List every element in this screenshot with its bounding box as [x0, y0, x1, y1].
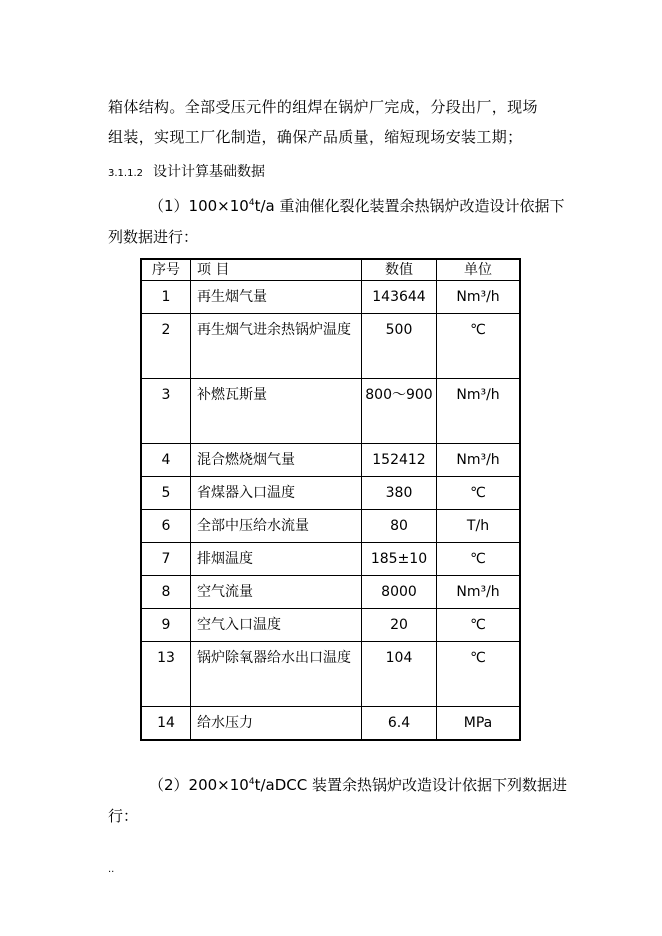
table-row [141, 576, 520, 609]
row-unit: T/h [437, 510, 521, 543]
intro-line-2: 组装，实现工厂化制造，确保产品质量，缩短现场安装工期； [108, 128, 523, 146]
intro-line-1: 箱体结构。全部受压元件的组焊在锅炉厂完成，分段出厂，现场 [108, 98, 538, 116]
row-item: 排烟温度 [191, 543, 362, 576]
row-unit: ℃ [437, 477, 521, 510]
row-value: 500 [362, 314, 437, 379]
table-row [141, 609, 520, 642]
row-unit: ℃ [437, 642, 521, 707]
row-unit: Nm³/h [437, 379, 521, 444]
row-item: 补燃瓦斯量 [191, 379, 362, 444]
row-item: 省煤器入口温度 [191, 477, 362, 510]
table-row [141, 379, 520, 444]
row-value: 80 [362, 510, 437, 543]
para1-post: t/a 重油催化裂化装置余热锅炉改造设计依据下 [254, 197, 565, 215]
row-no: 14 [141, 707, 191, 741]
table-row [141, 642, 520, 707]
para2-line-2: 行： [108, 807, 139, 825]
row-no: 6 [141, 510, 191, 543]
para2-sup: 4 [248, 777, 255, 787]
table-header-row [141, 259, 520, 281]
section-number: 3.1.1.2 [108, 168, 143, 179]
table-row [141, 444, 520, 477]
data-table [140, 258, 521, 741]
para1-line-1 [149, 195, 564, 216]
row-no: 4 [141, 444, 191, 477]
row-unit: Nm³/h [437, 444, 521, 477]
row-item: 再生烟气量 [191, 281, 362, 314]
table-row [141, 314, 520, 379]
section-title: 设计计算基础数据 [153, 164, 265, 180]
row-value: 185±10 [362, 543, 437, 576]
para1-pre: （1）100×10 [149, 197, 249, 215]
row-value: 143644 [362, 281, 437, 314]
row-item: 混合燃烧烟气量 [191, 444, 362, 477]
row-unit: ℃ [437, 609, 521, 642]
row-unit: Nm³/h [437, 281, 521, 314]
row-item: 空气入口温度 [191, 609, 362, 642]
row-no: 13 [141, 642, 191, 707]
header-no: 序号 [141, 259, 191, 281]
para2-pre: （2）200×10 [149, 776, 249, 794]
row-no: 1 [141, 281, 191, 314]
row-unit: MPa [437, 707, 521, 741]
row-item: 再生烟气进余热锅炉温度 [191, 314, 362, 379]
table-row [141, 543, 520, 576]
row-value: 152412 [362, 444, 437, 477]
header-unit: 单位 [437, 259, 521, 281]
row-no: 5 [141, 477, 191, 510]
row-value: 104 [362, 642, 437, 707]
row-value: 800～900 [362, 379, 437, 444]
header-item: 项 目 [191, 259, 362, 281]
page-footer-mark: .. [108, 864, 115, 875]
row-value: 6.4 [362, 707, 437, 741]
table-row [141, 707, 520, 741]
row-unit: ℃ [437, 543, 521, 576]
row-no: 7 [141, 543, 191, 576]
table-row [141, 510, 520, 543]
row-no: 3 [141, 379, 191, 444]
row-item: 锅炉除氧器给水出口温度 [191, 642, 362, 707]
row-unit: ℃ [437, 314, 521, 379]
row-no: 2 [141, 314, 191, 379]
row-no: 8 [141, 576, 191, 609]
row-unit: Nm³/h [437, 576, 521, 609]
row-value: 20 [362, 609, 437, 642]
para2-line-1 [149, 774, 567, 795]
table-row [141, 477, 520, 510]
row-value: 8000 [362, 576, 437, 609]
para1-sup: 4 [248, 198, 255, 208]
header-value: 数值 [362, 259, 437, 281]
row-item: 全部中压给水流量 [191, 510, 362, 543]
row-item: 给水压力 [191, 707, 362, 741]
row-value: 380 [362, 477, 437, 510]
para2-post: t/aDCC 装置余热锅炉改造设计依据下列数据进 [254, 776, 567, 794]
table-row [141, 281, 520, 314]
para1-line-2: 列数据进行： [108, 228, 199, 246]
section-heading [108, 161, 265, 181]
row-no: 9 [141, 609, 191, 642]
row-item: 空气流量 [191, 576, 362, 609]
